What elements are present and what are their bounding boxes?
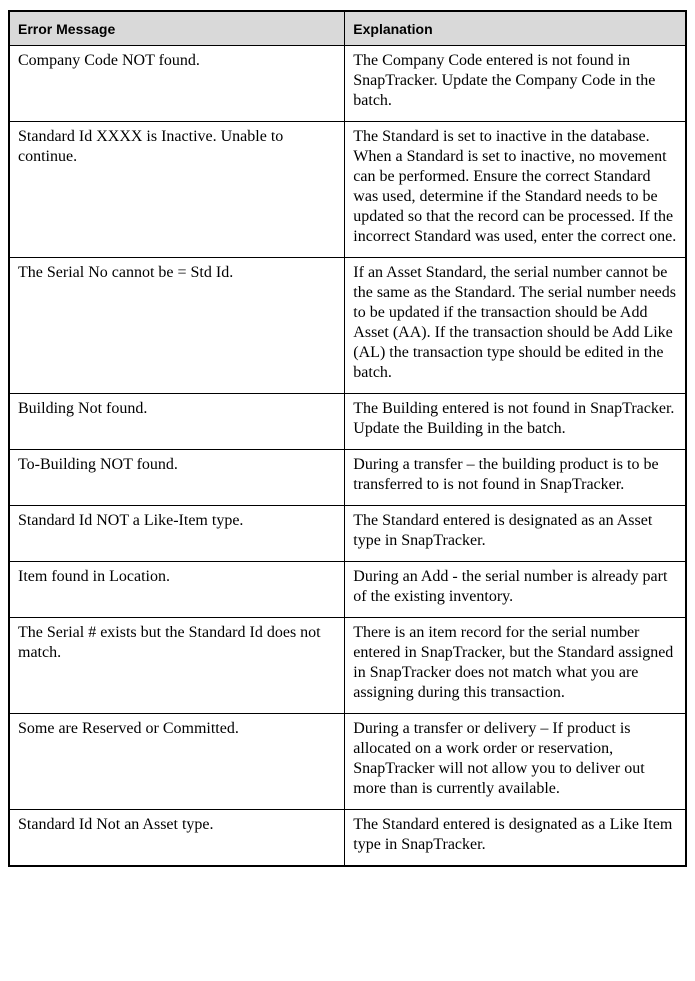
column-header-error-message: Error Message xyxy=(9,11,345,46)
explanation-cell: During a transfer or delivery – If product is allocated on a work order or reservation, SnapTracker will not allow you to deliver out more than is currently available. xyxy=(345,714,686,810)
error-message-cell: Standard Id NOT a Like-Item type. xyxy=(9,506,345,562)
table-row xyxy=(9,450,686,506)
error-message-table xyxy=(8,10,687,867)
table-row xyxy=(9,394,686,450)
column-header-explanation: Explanation xyxy=(345,11,686,46)
table-row xyxy=(9,562,686,618)
table-row xyxy=(9,46,686,122)
explanation-cell: During a transfer – the building product is to be transferred to is not found in SnapTracker. xyxy=(345,450,686,506)
explanation-cell: The Building entered is not found in SnapTracker. Update the Building in the batch. xyxy=(345,394,686,450)
error-message-cell: Building Not found. xyxy=(9,394,345,450)
table-row xyxy=(9,618,686,714)
table-row xyxy=(9,506,686,562)
error-table-body xyxy=(9,46,686,867)
explanation-cell: The Standard entered is designated as an Asset type in SnapTracker. xyxy=(345,506,686,562)
error-message-cell: The Serial No cannot be = Std Id. xyxy=(9,258,345,394)
explanation-cell: If an Asset Standard, the serial number cannot be the same as the Standard. The serial number needs to be updated if the transaction should be Add Asset (AA). If the transaction should be Add Like (AL) the transaction type should be edited in the batch. xyxy=(345,258,686,394)
table-row xyxy=(9,810,686,867)
error-message-cell: Standard Id Not an Asset type. xyxy=(9,810,345,867)
error-message-cell: Company Code NOT found. xyxy=(9,46,345,122)
error-message-cell: The Serial # exists but the Standard Id does not match. xyxy=(9,618,345,714)
explanation-cell: The Standard is set to inactive in the database. When a Standard is set to inactive, no movement can be performed. Ensure the correct Standard was used, determine if the Standard needs to be updated so that the record can be processed. If the incorrect Standard was used, enter the correct one. xyxy=(345,122,686,258)
table-row xyxy=(9,258,686,394)
explanation-cell: There is an item record for the serial number entered in SnapTracker, but the Standard assigned in SnapTracker does not match what you are assigning during this transaction. xyxy=(345,618,686,714)
explanation-cell: During an Add - the serial number is already part of the existing inventory. xyxy=(345,562,686,618)
explanation-cell: The Standard entered is designated as a Like Item type in SnapTracker. xyxy=(345,810,686,867)
error-message-cell: To-Building NOT found. xyxy=(9,450,345,506)
explanation-cell: The Company Code entered is not found in SnapTracker. Update the Company Code in the batch. xyxy=(345,46,686,122)
error-message-cell: Item found in Location. xyxy=(9,562,345,618)
table-header-row xyxy=(9,11,686,46)
error-message-cell: Some are Reserved or Committed. xyxy=(9,714,345,810)
table-row xyxy=(9,122,686,258)
table-row xyxy=(9,714,686,810)
error-message-cell: Standard Id XXXX is Inactive. Unable to continue. xyxy=(9,122,345,258)
